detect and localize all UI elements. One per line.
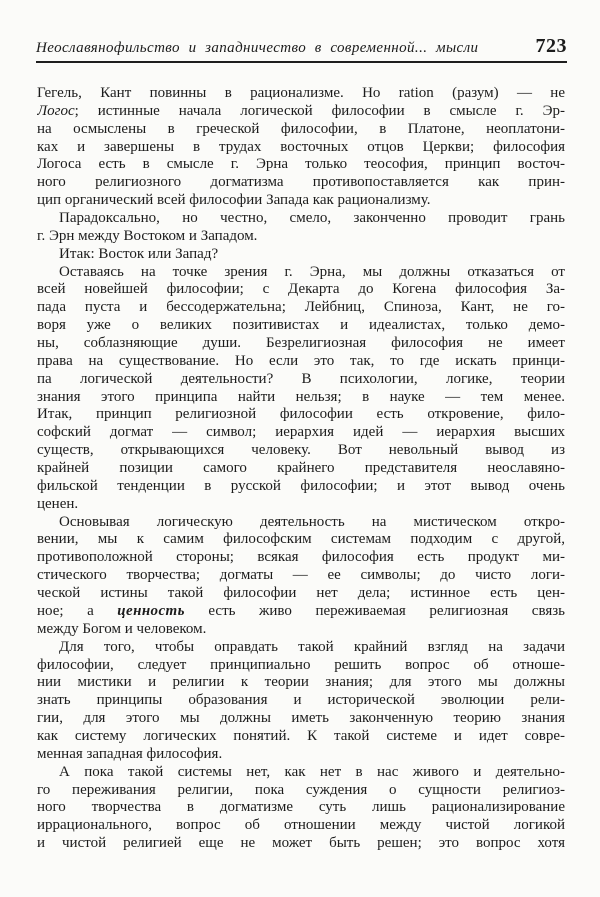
text-block — [37, 85, 565, 853]
body-text: Итак: Восток или Запад? — [59, 245, 219, 262]
text-line — [37, 478, 565, 496]
body-text: Для того, чтобы оправдать такой крайний взгляд на задачи — [59, 638, 565, 655]
body-text: на осмыслены в греческой философии, в Платоне, неоплатони- — [37, 120, 565, 137]
body-text: знания этого принципа найти нельзя; в науке — тем менее. — [37, 388, 565, 405]
text-line — [37, 85, 565, 103]
text-line — [37, 603, 565, 621]
text-line — [37, 353, 565, 371]
text-line — [37, 389, 565, 407]
text-line — [37, 174, 565, 192]
text-line — [37, 835, 565, 853]
text-line — [37, 424, 565, 442]
body-text: ческой истины такой философии нет дела; истинное есть цен- — [37, 585, 565, 602]
body-text: цип органический всей философии Запада как рационализму. — [37, 192, 431, 209]
text-line — [37, 621, 565, 639]
body-text: ное; а — [37, 602, 118, 619]
body-text: гии, для этого мы должны иметь законченную теорию знания — [37, 710, 565, 727]
body-text: го переживания религии, пока суждения о сущности религиоз- — [37, 781, 565, 798]
body-text: нии мистики и религии к теории знания; для этого мы должны — [37, 674, 565, 691]
text-line — [37, 710, 565, 728]
text-line — [37, 335, 565, 353]
text-line — [37, 657, 565, 675]
body-text: существ, открывающихся человеку. Вот невольный вывод из — [37, 442, 565, 459]
text-line — [37, 782, 565, 800]
running-header-title: Неославянофильство и западничество в современной... мысли — [36, 40, 479, 56]
text-line — [37, 585, 565, 603]
body-text: менная западная философия. — [37, 745, 223, 762]
text-line — [37, 567, 565, 585]
text-line — [37, 406, 565, 424]
text-line — [37, 371, 565, 389]
body-text: есть живо переживаемая религиозная связь — [184, 602, 565, 619]
body-text: и чистой религией еще не может быть решен; это вопрос хотя — [37, 835, 565, 852]
body-text: права на существование. Но если это так, то где искать принци- — [37, 352, 565, 369]
text-line — [37, 246, 565, 264]
text-line — [37, 192, 565, 210]
text-line — [37, 317, 565, 335]
text-line — [37, 764, 565, 782]
text-line — [37, 817, 565, 835]
text-line — [37, 692, 565, 710]
body-text: ного религиозного догматизма противопоставляется как прин- — [37, 174, 565, 191]
text-line — [37, 121, 565, 139]
text-line — [37, 156, 565, 174]
body-text: Парадоксально, но честно, смело, законченно проводит грань — [59, 210, 565, 227]
body-text: знать принципы образования и исторической эволюции рели- — [37, 692, 565, 709]
text-line — [37, 674, 565, 692]
text-line — [37, 228, 565, 246]
text-line — [37, 799, 565, 817]
text-line — [37, 728, 565, 746]
body-text: фильской тенденции в русской философии; и этот вывод очень — [37, 477, 565, 494]
body-text: ного творчества в догматизме суть лишь рационализирование — [37, 799, 565, 816]
body-text: пада пуста и бессодержательна; Лейбниц, Спиноза, Кант, не го- — [37, 299, 565, 316]
body-text: софский догмат — символ; иерархия идей — иерархия высших — [37, 424, 565, 441]
emphasized-text: ценность — [117, 602, 185, 619]
body-text: Оставаясь на точке зрения г. Эрна, мы должны отказаться от — [59, 263, 565, 280]
body-text: ; истинные начала логической философии в смысле г. Эр- — [74, 102, 565, 119]
text-line — [37, 496, 565, 514]
text-line — [37, 549, 565, 567]
text-line — [37, 531, 565, 549]
text-line — [37, 299, 565, 317]
body-text: вении, мы к самим философским системам подходим с другой, — [37, 531, 565, 548]
body-text: иррационального, вопрос об отношении между чистой логикой — [37, 817, 565, 834]
body-text: между Богом и человеком. — [37, 620, 207, 637]
text-line — [37, 442, 565, 460]
body-text: г. Эрн между Востоком и Западом. — [37, 227, 258, 244]
running-header — [36, 36, 567, 63]
body-text: ценен. — [37, 495, 79, 512]
text-line — [37, 639, 565, 657]
body-text: Логоса есть в смысле г. Эрна только теософия, принцип восточ- — [37, 156, 565, 173]
body-text: Итак, принцип религиозной философии есть откровение, фило- — [37, 406, 565, 423]
body-text: противоположной стороны; всякая философия есть продукт ми- — [37, 549, 565, 566]
text-line — [37, 210, 565, 228]
body-text: крайней позиции самого крайнего представителя неославяно- — [37, 460, 565, 477]
body-text: философии, следует принципиально решить вопрос об отноше- — [37, 656, 565, 673]
text-line — [37, 460, 565, 478]
body-text: А пока такой системы нет, как нет в нас живого и деятельно- — [59, 763, 565, 780]
body-text: стического творчества; догматы — ее символы; до чисто логи- — [37, 567, 565, 584]
text-line — [37, 264, 565, 282]
text-line — [37, 103, 565, 121]
page-number: 723 — [535, 35, 567, 57]
body-text: воря уже о великих позитивистах и идеалистах, только демо- — [37, 317, 565, 334]
body-text: как систему логических понятий. К такой системе и идет совре- — [37, 727, 565, 744]
body-text: ках и завершены в трудах восточных отцов Церкви; философия — [37, 138, 565, 155]
body-text: Основывая логическую деятельность на мистическом откро- — [59, 513, 565, 530]
body-text: па логической деятельности? В психологии, логике, теории — [37, 370, 565, 387]
text-line — [37, 514, 565, 532]
body-text: всей новейшей философии; с Декарта до Когена философия За- — [37, 281, 565, 298]
body-text: ны, соблазняющие души. Безрелигиозная философия не имеет — [37, 335, 565, 352]
text-line — [37, 139, 565, 157]
emphasized-text: Логос — [37, 102, 75, 119]
body-text: Гегель, Кант повинны в рационализме. Но ration (разум) — не — [37, 85, 565, 101]
text-line — [37, 281, 565, 299]
text-line — [37, 746, 565, 764]
